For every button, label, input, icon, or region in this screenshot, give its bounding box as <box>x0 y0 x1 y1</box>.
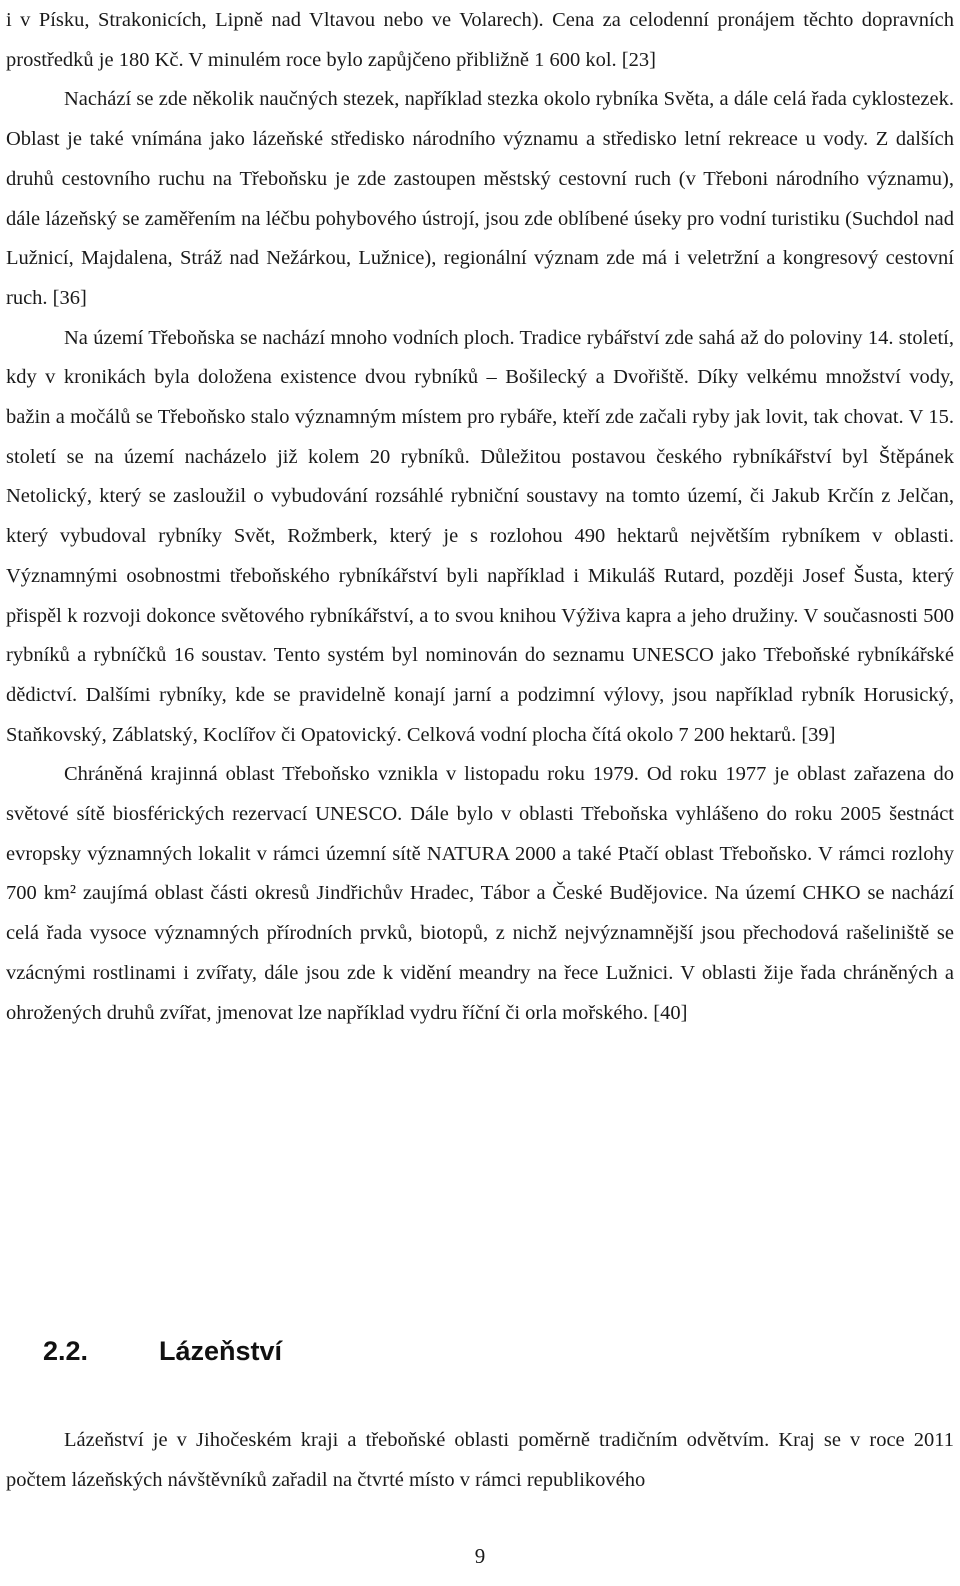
page-number: 9 <box>474 1544 486 1568</box>
section-title: Lázeňství <box>159 1336 283 1366</box>
paragraph-tourism: Nachází se zde několik naučných stezek, například stezka okolo rybníka Světa, a dále celá řada cyklostezek. Oblast je také vnímána jako lázeňské středisko národního významu a středisko letní rekreace u vody. Z dalších druhů cestovního ruchu na Třeboňsku je zde zastoupen městský cestovní ruch (v Třeboni národního významu), dále lázeňský se zaměřením na léčbu pohybového ústrojí, jsou zde oblíbené úseky pro vodní turistiku (Suchdol nad Lužnicí, Majdalena, Stráž nad Nežárkou, Lužnice), regionální význam zde má i veletržní a kongresový cestovní ruch. [36] <box>6 88 954 309</box>
paragraph-fishing: Na území Třeboňska se nachází mnoho vodních ploch. Tradice rybářství zde sahá až do poloviny 14. století, kdy v kronikách byla doložena existence dvou rybníků – Bošilecký a Dvořiště. Díky velkému množství vody, bažin a močálů se Třeboňsko stalo významným místem pro rybáře, kteří zde začali ryby jak lovit, tak chovat. V 15. století se na území nacházelo již kolem 20 rybníků. Důležitou postavou českého rybníkářství byl Štěpánek Netolický, který se zasloužil o vybudování rozsáhlé rybniční soustavy na tomto území, či Jakub Krčín z Jelčan, který vybudoval rybníky Svět, Rožmberk, který je s rozlohou 490 hektarů největším rybníkem v oblasti. Významnými osobnostmi třeboňského rybníkářství byli například i Mikuláš Rutard, později Josef Šusta, který přispěl k rozvoji dokonce světového rybníkářství, a to svou knihou Výživa kapra a jeho družiny. V současnosti 500 rybníků a rybníčků 16 soustav. Tento systém byl nominován do seznamu UNESCO jako Třeboňské rybníkářské dědictví. Dalšími rybníky, kde se pravidelně konají jarní a podzimní výlovy, jsou například rybník Horusický, Staňkovský, Záblatský, Koclířov či Opatovický. Celková vodní plocha čítá okolo 7 200 hektarů. [39] <box>6 326 954 746</box>
section-body <box>0 1421 960 1500</box>
paragraph-continuation: i v Písku, Strakonicích, Lipně nad Vltavou nebo ve Volarech). Cena za celodenní pronájem těchto dopravních prostředků je 180 Kč. V minulém roce bylo zapůjčeno přibližně 1 600 kol. [23] <box>6 9 954 71</box>
section-heading <box>43 1334 282 1368</box>
section-number: 2.2. <box>43 1336 89 1366</box>
paragraph-spa: Lázeňství je v Jihočeském kraji a třeboňské oblasti poměrně tradičním odvětvím. Kraj se v roce 2011 počtem lázeňských návštěvníků zařadil na čtvrté místo v rámci republikového <box>6 1429 954 1491</box>
paragraph-protected-area: Chráněná krajinná oblast Třeboňsko vznikla v listopadu roku 1979. Od roku 1977 je oblast zařazena do světové sítě biosférických rezervací UNESCO. Dále bylo v oblasti Třeboňska vyhlášeno do roku 2005 šestnáct evropsky významných lokalit v rámci územní sítě NATURA 2000 a také Ptačí oblast Třeboňsko. V rámci rozlohy 700 km² zaujímá oblast části okresů Jindřichův Hradec, Tábor a České Budějovice. Na území CHKO se nachází celá řada vysoce významných přírodních prvků, biotopů, z nichž nejvýznamnější jsou přechodová rašeliniště se vzácnými rostlinami i zvířaty, dále jsou zde k vidění meandry na řece Lužnici. V oblasti žije řada chráněných a ohrožených druhů zvířat, jmenovat lze například vydru říční či orla mořského. [40] <box>6 763 954 1024</box>
